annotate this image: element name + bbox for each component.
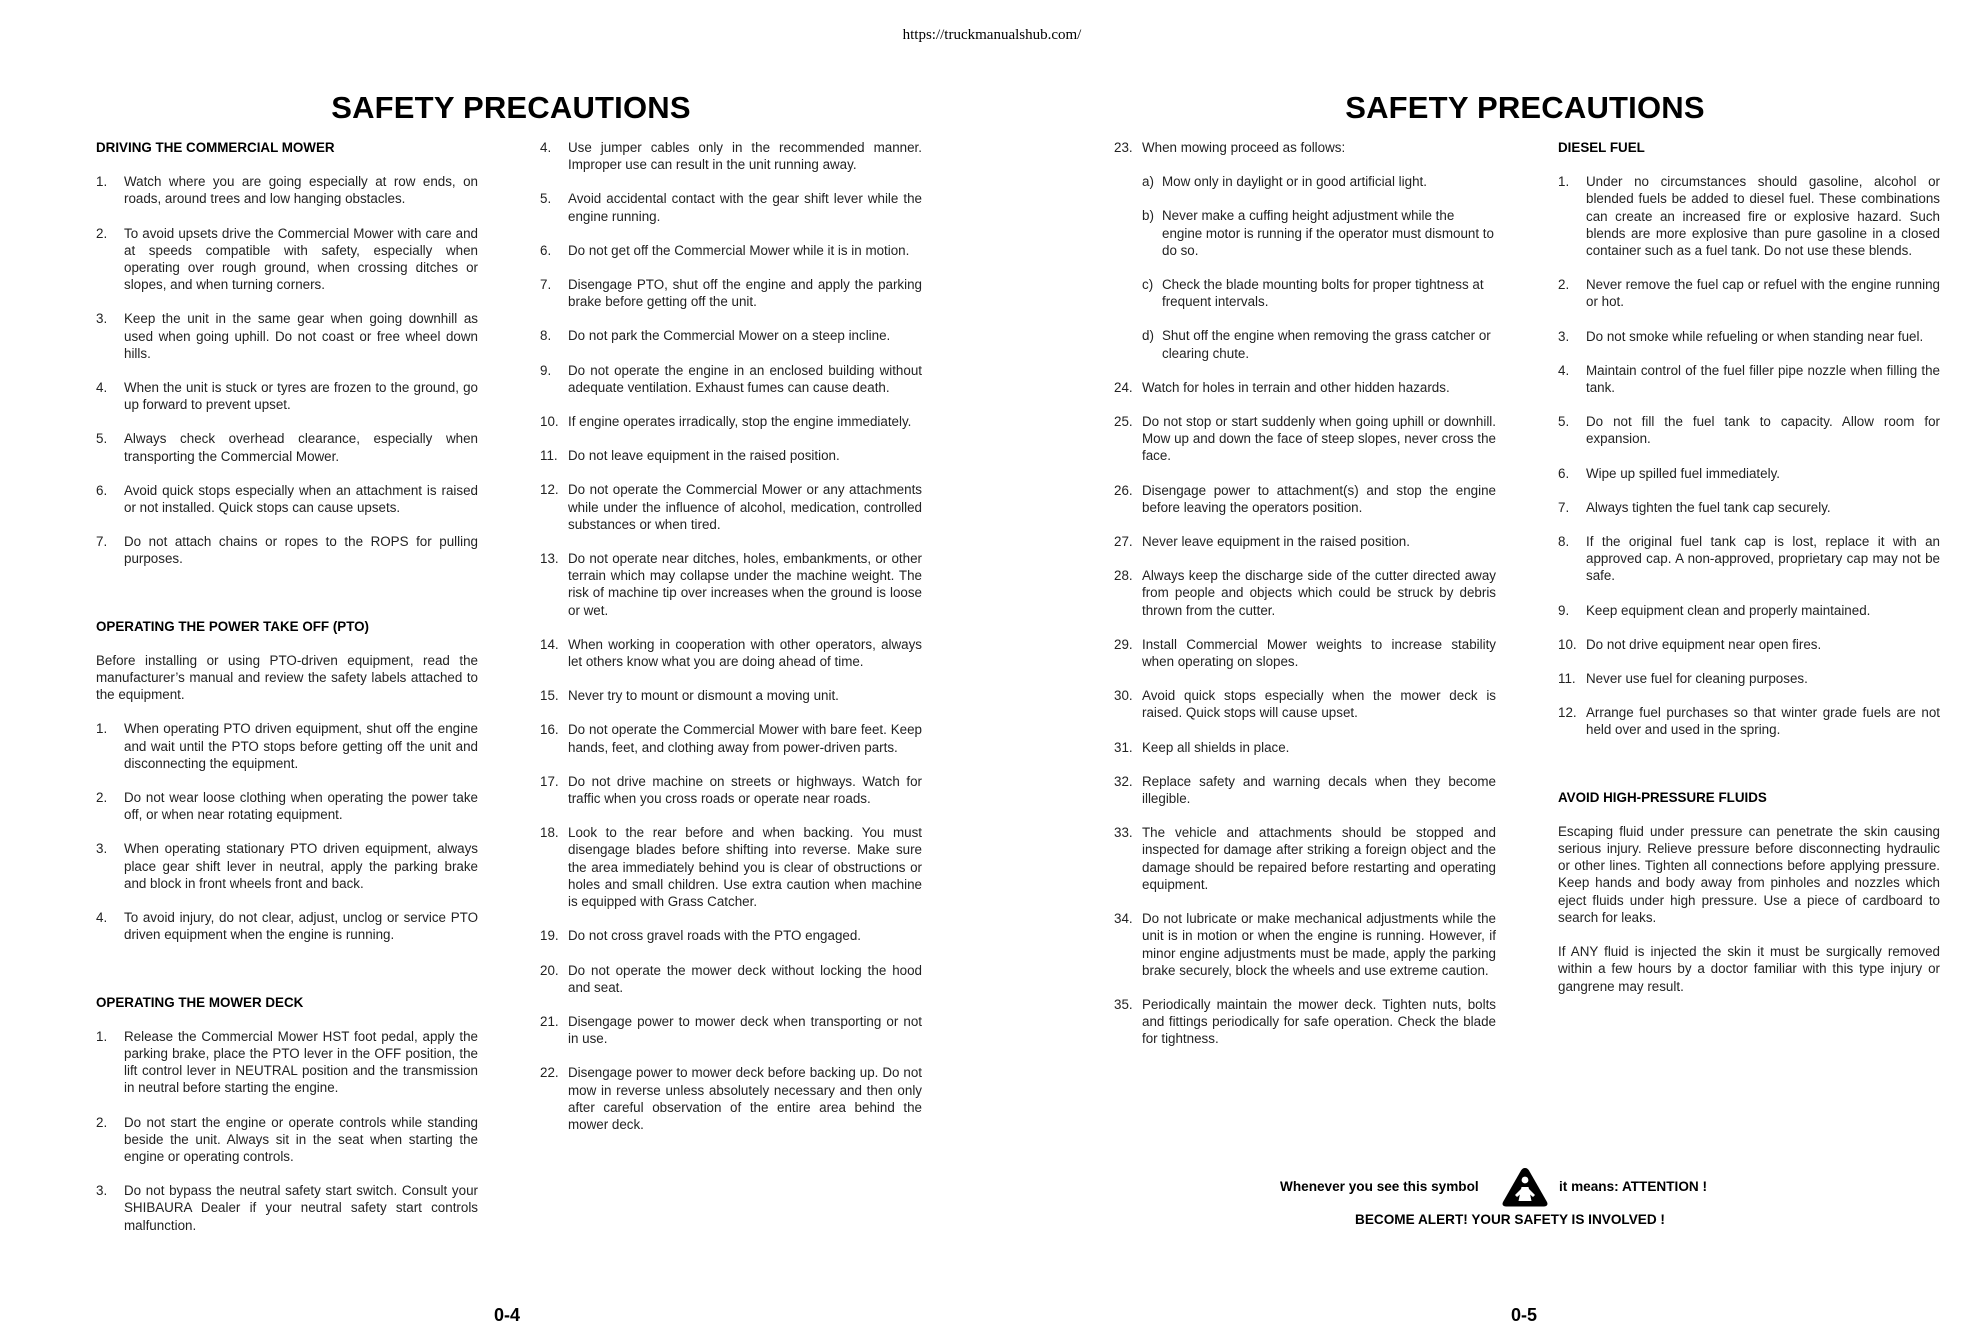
- list-item: 13. Do not operate near ditches, holes, embankments, or other terrain which may collapse under the machine weight. The risk of machine tip over increases when the ground is loose or wet.: [540, 551, 922, 618]
- list-item: 4. Use jumper cables only in the recommended manner. Improper use can result in the unit running away.: [540, 140, 922, 173]
- left-page-column-2: [540, 139, 922, 1150]
- list-item: 27. Never leave equipment in the raised position.: [1114, 534, 1410, 550]
- list-item: 1. Release the Commercial Mower HST foot pedal, apply the parking brake, place the PTO lever in the OFF position, the lift control lever in NEUTRAL position and the transmission in neutral before starting the engine.: [96, 1028, 478, 1096]
- pto-list: [96, 720, 478, 943]
- list-item: 24. Watch for holes in terrain and other hidden hazards.: [1114, 379, 1450, 395]
- attention-left-text: Whenever you see this symbol: [1280, 1179, 1479, 1194]
- page-title-left: SAFETY PRECAUTIONS: [331, 90, 691, 125]
- list-item: 5. Avoid accidental contact with the gear shift lever while the engine running.: [540, 191, 922, 224]
- list-item: 15. Never try to mount or dismount a moving unit.: [540, 688, 839, 704]
- list-item: 21. Disengage power to mower deck when transporting or not in use.: [540, 1013, 922, 1047]
- list-item: 31. Keep all shields in place.: [1114, 739, 1290, 755]
- list-item: 6. Do not get off the Commercial Mower while it is in motion.: [540, 242, 910, 258]
- list-item: 28. Always keep the discharge side of the cutter directed away from people and objects which could be struck by debris thrown from the cutter.: [1114, 568, 1496, 618]
- list-item: 9. Do not operate the engine in an enclosed building without adequate ventilation. Exhaust fumes can cause death.: [540, 362, 922, 395]
- list-item: 25. Do not stop or start suddenly when going uphill or downhill. Mow up and down the face of steep slopes, never cross the face.: [1114, 414, 1496, 464]
- list-item: 2. Do not start the engine or operate controls while standing beside the unit. Always sit in the seat when starting the engine or operating controls.: [96, 1114, 478, 1164]
- list-item: 1. Under no circumstances should gasoline, alcohol or blended fuels be added to diesel fuel. These combinations can create an increased fire or explosive hazard. Such blends are more explosive than pure gasoline in a closed container such as a fuel tank. Do not use these blends.: [1558, 174, 1940, 259]
- deck-list: [96, 1028, 478, 1234]
- list-item: 4. Maintain control of the fuel filler pipe nozzle when filling the tank.: [1558, 362, 1940, 396]
- list-item: 17. Do not drive machine on streets or highways. Watch for traffic when you cross roads or operate near roads.: [540, 773, 922, 807]
- list-item: 3. Do not smoke while refueling or when standing near fuel.: [1558, 328, 1924, 344]
- list-item: 29. Install Commercial Mower weights to increase stability when operating on slopes.: [1114, 636, 1496, 670]
- fluids-paragraph-1: Escaping fluid under pressure can penetrate the skin causing serious injury. Relieve pressure before disconnecting hydraulic or other lines. Tighten all connections before applying pressure. Keep hands and body away from pinholes and nozzles which eject fluids under high pressure. Use a piece of cardboard to search for leaks.: [1558, 823, 1940, 925]
- list-item: 12. Do not operate the Commercial Mower or any attachments while under the influence of alcohol, medication, controlled substances or when tired.: [540, 482, 922, 532]
- list-item: 1. When operating PTO driven equipment, shut off the engine and wait until the PTO stops before getting off the unit and disconnecting the equipment.: [96, 721, 478, 771]
- list-item: 5. Do not fill the fuel tank to capacity. Allow room for expansion.: [1558, 414, 1940, 447]
- list-item: 10. Do not drive equipment near open fires.: [1558, 636, 1822, 652]
- left-page-column-1: [96, 139, 478, 1251]
- list-item: 34. Do not lubricate or make mechanical adjustments while the unit is in motion or when the engine is running. However, if minor engine adjustments must be made, apply the parking brake securely, block the wheels and use extreme caution.: [1114, 911, 1496, 978]
- sub-list-item: a) Mow only in daylight or in good artificial light.: [1142, 174, 1427, 190]
- attention-notice: [1280, 1166, 1740, 1206]
- list-item: 22. Disengage power to mower deck before backing up. Do not mow in reverse unless absolutely necessary and then only after careful observation of the entire area behind the mower deck.: [540, 1065, 922, 1132]
- list-item: 7. Always tighten the fuel tank cap securely.: [1558, 499, 1831, 515]
- alert-text: BECOME ALERT! YOUR SAFETY IS INVOLVED !: [1355, 1212, 1665, 1227]
- list-item: 19. Do not cross gravel roads with the PTO engaged.: [540, 928, 862, 944]
- fluids-paragraph-2: If ANY fluid is injected the skin it must be surgically removed within a few hours by a doctor familiar with this type injury or gangrene may result.: [1558, 944, 1940, 994]
- list-item: 3. Keep the unit in the same gear when going downhill as used when going uphill. Do not coast or free wheel down hills.: [96, 311, 478, 361]
- driving-list: [96, 173, 478, 567]
- list-item: 2. Do not wear loose clothing when operating the power take off, or when near rotating equipment.: [96, 790, 478, 823]
- list-item: 6. Avoid quick stops especially when an attachment is raised or not installed. Quick stops can cause upsets.: [96, 482, 478, 516]
- list-item: 16. Do not operate the Commercial Mower with bare feet. Keep hands, feet, and clothing away from power-driven parts.: [540, 722, 922, 755]
- section-heading-driving: DRIVING THE COMMERCIAL MOWER: [96, 140, 335, 155]
- list-item: 20. Do not operate the mower deck without locking the hood and seat.: [540, 962, 922, 995]
- sub-list-item: d) Shut off the engine when removing the grass catcher or clearing chute.: [1142, 328, 1491, 361]
- list-item: 3. Do not bypass the neutral safety start switch. Consult your SHIBAURA Dealer if your neutral safety start controls malfunction.: [96, 1183, 478, 1233]
- list-item: 33. The vehicle and attachments should be stopped and inspected for damage after striking a foreign object and the damage should be repaired before restarting and operating equipment.: [1114, 825, 1496, 892]
- attention-right-text: it means: ATTENTION !: [1559, 1179, 1708, 1194]
- list-item: 6. Wipe up spilled fuel immediately.: [1558, 465, 1781, 481]
- section-heading-fluids: AVOID HIGH-PRESSURE FLUIDS: [1558, 789, 1767, 805]
- page-number-right: 0-5: [1511, 1305, 1538, 1322]
- list-item: 3. When operating stationary PTO driven equipment, always place gear shift lever in neutral, apply the parking brake and block in front wheels front and back.: [96, 841, 478, 891]
- list-item: 18. Look to the rear before and when backing. You must disengage blades before shifting into reverse. Make sure the area immediately behind you is clear of obstructions or holes and small children. Use extra caution when machine is equipped with Grass Catcher.: [540, 825, 922, 910]
- sub-list-item: b) Never make a cuffing height adjustment while the engine motor is running if the operator must dismount to do so.: [1142, 208, 1494, 258]
- list-item: 9. Keep equipment clean and properly maintained.: [1558, 602, 1871, 618]
- list-item: 35. Periodically maintain the mower deck. Tighten nuts, bolts and fittings periodically for safe operation. Check the blade for tightness.: [1114, 996, 1496, 1047]
- list-item: 14. When working in cooperation with other operators, always let others know what you are doing ahead of time.: [540, 636, 922, 670]
- page-title-right: SAFETY PRECAUTIONS: [1345, 90, 1705, 125]
- page-number-left: 0-4: [494, 1305, 521, 1322]
- source-url[interactable]: https://truckmanualshub.com/: [902, 27, 1082, 43]
- list-item: 30. Avoid quick stops especially when the mower deck is raised. Quick stops will cause upset.: [1114, 688, 1496, 721]
- warning-triangle-icon: [1501, 1166, 1549, 1208]
- list-item: 8. If the original fuel tank cap is lost, replace it with an approved cap. A non-approved, proprietary cap may not be safe.: [1558, 534, 1940, 584]
- list-item: 2. Never remove the fuel cap or refuel with the engine running or hot.: [1558, 277, 1940, 310]
- list-item: 23. When mowing proceed as follows:: [1114, 140, 1346, 155]
- list-item: 4. When the unit is stuck or tyres are frozen to the ground, go up forward to prevent upset.: [96, 380, 478, 413]
- pto-intro: Before installing or using PTO-driven equipment, read the manufacturer’s manual and review the safety labels attached to the equipment.: [96, 652, 478, 703]
- list-item: 1. Watch where you are going especially at row ends, on roads, around trees and low hanging obstacles.: [96, 174, 478, 207]
- list-item: 11. Never use fuel for cleaning purposes.: [1558, 671, 1808, 687]
- section-heading-deck: OPERATING THE MOWER DECK: [96, 994, 304, 1010]
- right-page-column-2: [1558, 139, 1940, 1012]
- list-item: 32. Replace safety and warning decals when they become illegible.: [1114, 773, 1496, 807]
- section-heading-diesel: DIESEL FUEL: [1558, 140, 1645, 155]
- list-item: 8. Do not park the Commercial Mower on a steep incline.: [540, 328, 891, 344]
- section-heading-pto: OPERATING THE POWER TAKE OFF (PTO): [96, 618, 370, 634]
- list-item: 5. Always check overhead clearance, especially when transporting the Commercial Mower.: [96, 431, 478, 464]
- right-page-column-1: [1114, 139, 1496, 1065]
- list-item: 2. To avoid upsets drive the Commercial Mower with care and at speeds compatible with safety, especially when operating over rough ground, when crossing ditches or slopes, and when turning corners.: [96, 225, 478, 293]
- list-item: 12. Arrange fuel purchases so that winter grade fuels are not held over and used in the spring.: [1558, 705, 1940, 738]
- list-item: 26. Disengage power to attachment(s) and stop the engine before leaving the operators position.: [1114, 482, 1496, 515]
- list-item: 7. Do not attach chains or ropes to the ROPS for pulling purposes.: [96, 534, 478, 567]
- sub-list-item: c) Check the blade mounting bolts for proper tightness at frequent intervals.: [1142, 277, 1484, 310]
- list-item: 11. Do not leave equipment in the raised position.: [540, 448, 840, 464]
- list-item: 4. To avoid injury, do not clear, adjust, unclog or service PTO driven equipment when the engine is running.: [96, 910, 478, 943]
- list-item: 10. If engine operates irradically, stop the engine immediately.: [540, 414, 912, 430]
- list-item: 7. Disengage PTO, shut off the engine and apply the parking brake before getting off the unit.: [540, 277, 922, 310]
